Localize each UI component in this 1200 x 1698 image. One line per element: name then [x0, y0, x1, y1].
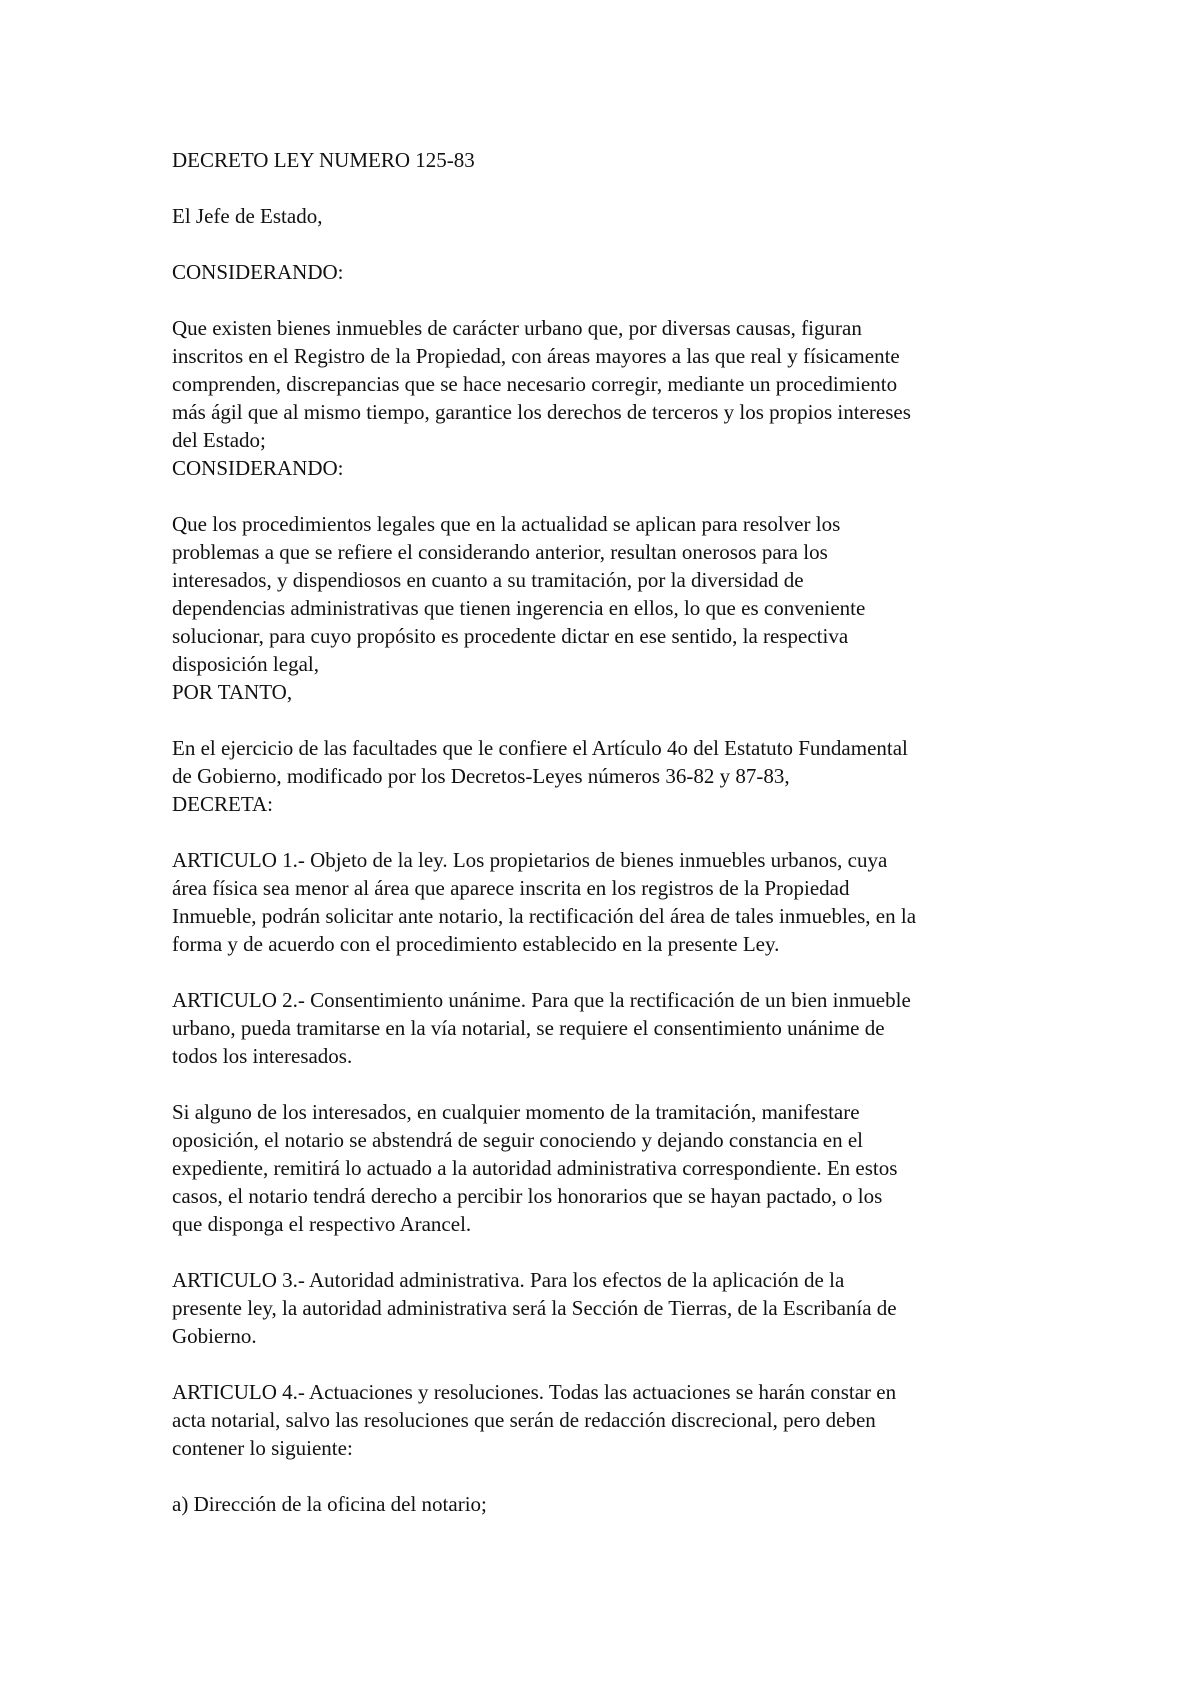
document-title: DECRETO LEY NUMERO 125-83 — [172, 148, 475, 172]
text-line: problemas a que se refiere el considerando anterior, resultan onerosos para los — [172, 540, 828, 564]
considerando-paragraph-2 — [172, 510, 1052, 678]
text-line: comprenden, discrepancias que se hace necesario corregir, mediante un procedimiento — [172, 372, 898, 396]
articulo-1 — [172, 846, 1052, 958]
text-line: Gobierno. — [172, 1324, 257, 1348]
articulo-4 — [172, 1378, 1052, 1462]
text-line: presente ley, la autoridad administrativa será la Sección de Tierras, de la Escribanía de — [172, 1296, 897, 1320]
text-line: forma y de acuerdo con el procedimiento establecido en la presente Ley. — [172, 932, 780, 956]
text-line: contener lo siguiente: — [172, 1436, 353, 1460]
considerando-heading-2: CONSIDERANDO: — [172, 456, 344, 480]
por-tanto-heading: POR TANTO, — [172, 680, 293, 704]
text-line: Inmueble, podrán solicitar ante notario, la rectificación del área de tales inmuebles, en la — [172, 904, 917, 928]
text-line: ARTICULO 2.- Consentimiento unánime. Para que la rectificación de un bien inmueble — [172, 988, 911, 1012]
text-line: interesados, y dispendiosos en cuanto a su tramitación, por la diversidad de — [172, 568, 804, 592]
text-line: acta notarial, salvo las resoluciones que serán de redacción discrecional, pero deben — [172, 1408, 876, 1432]
articulo-3 — [172, 1266, 1052, 1350]
text-line: área física sea menor al área que aparece inscrita en los registros de la Propiedad — [172, 876, 850, 900]
decreta-heading: DECRETA: — [172, 792, 273, 816]
text-line: disposición legal, — [172, 652, 319, 676]
text-line: inscritos en el Registro de la Propiedad, con áreas mayores a las que real y físicamente — [172, 344, 900, 368]
text-line: más ágil que al mismo tiempo, garantice los derechos de terceros y los propios intereses — [172, 400, 911, 424]
considerando-paragraph-1 — [172, 314, 1052, 454]
text-line: dependencias administrativas que tienen ingerencia en ellos, lo que es conveniente — [172, 596, 866, 620]
text-line: Que los procedimientos legales que en la actualidad se aplican para resolver los — [172, 512, 841, 536]
text-line: Que existen bienes inmuebles de carácter urbano que, por diversas causas, figuran — [172, 316, 862, 340]
text-line: que disponga el respectivo Arancel. — [172, 1212, 472, 1236]
text-line: solucionar, para cuyo propósito es procedente dictar en ese sentido, la respectiva — [172, 624, 849, 648]
issuer-line: El Jefe de Estado, — [172, 204, 323, 228]
list-item-a: a) Dirección de la oficina del notario; — [172, 1492, 487, 1516]
considerando-heading-1: CONSIDERANDO: — [172, 260, 344, 284]
text-line: urbano, pueda tramitarse en la vía notarial, se requiere el consentimiento unánime de — [172, 1016, 885, 1040]
articulo-2-paragraph-2 — [172, 1098, 1052, 1238]
text-line: Si alguno de los interesados, en cualquier momento de la tramitación, manifestare — [172, 1100, 860, 1124]
articulo-2 — [172, 986, 1052, 1070]
text-line: ARTICULO 4.- Actuaciones y resoluciones. Todas las actuaciones se harán constar en — [172, 1380, 897, 1404]
text-line: oposición, el notario se abstendrá de seguir conociendo y dejando constancia en el — [172, 1128, 864, 1152]
text-line: de Gobierno, modificado por los Decretos-Leyes números 36-82 y 87-83, — [172, 764, 790, 788]
ejercicio-paragraph — [172, 734, 1052, 790]
text-line: todos los interesados. — [172, 1044, 353, 1068]
text-line: expediente, remitirá lo actuado a la autoridad administrativa correspondiente. En estos — [172, 1156, 898, 1180]
text-line: del Estado; — [172, 428, 266, 452]
text-line: ARTICULO 3.- Autoridad administrativa. Para los efectos de la aplicación de la — [172, 1268, 845, 1292]
document-page — [172, 146, 1052, 1546]
text-line: En el ejercicio de las facultades que le confiere el Artículo 4o del Estatuto Fundamental — [172, 736, 908, 760]
text-line: casos, el notario tendrá derecho a percibir los honorarios que se hayan pactado, o los — [172, 1184, 883, 1208]
text-line: ARTICULO 1.- Objeto de la ley. Los propietarios de bienes inmuebles urbanos, cuya — [172, 848, 888, 872]
